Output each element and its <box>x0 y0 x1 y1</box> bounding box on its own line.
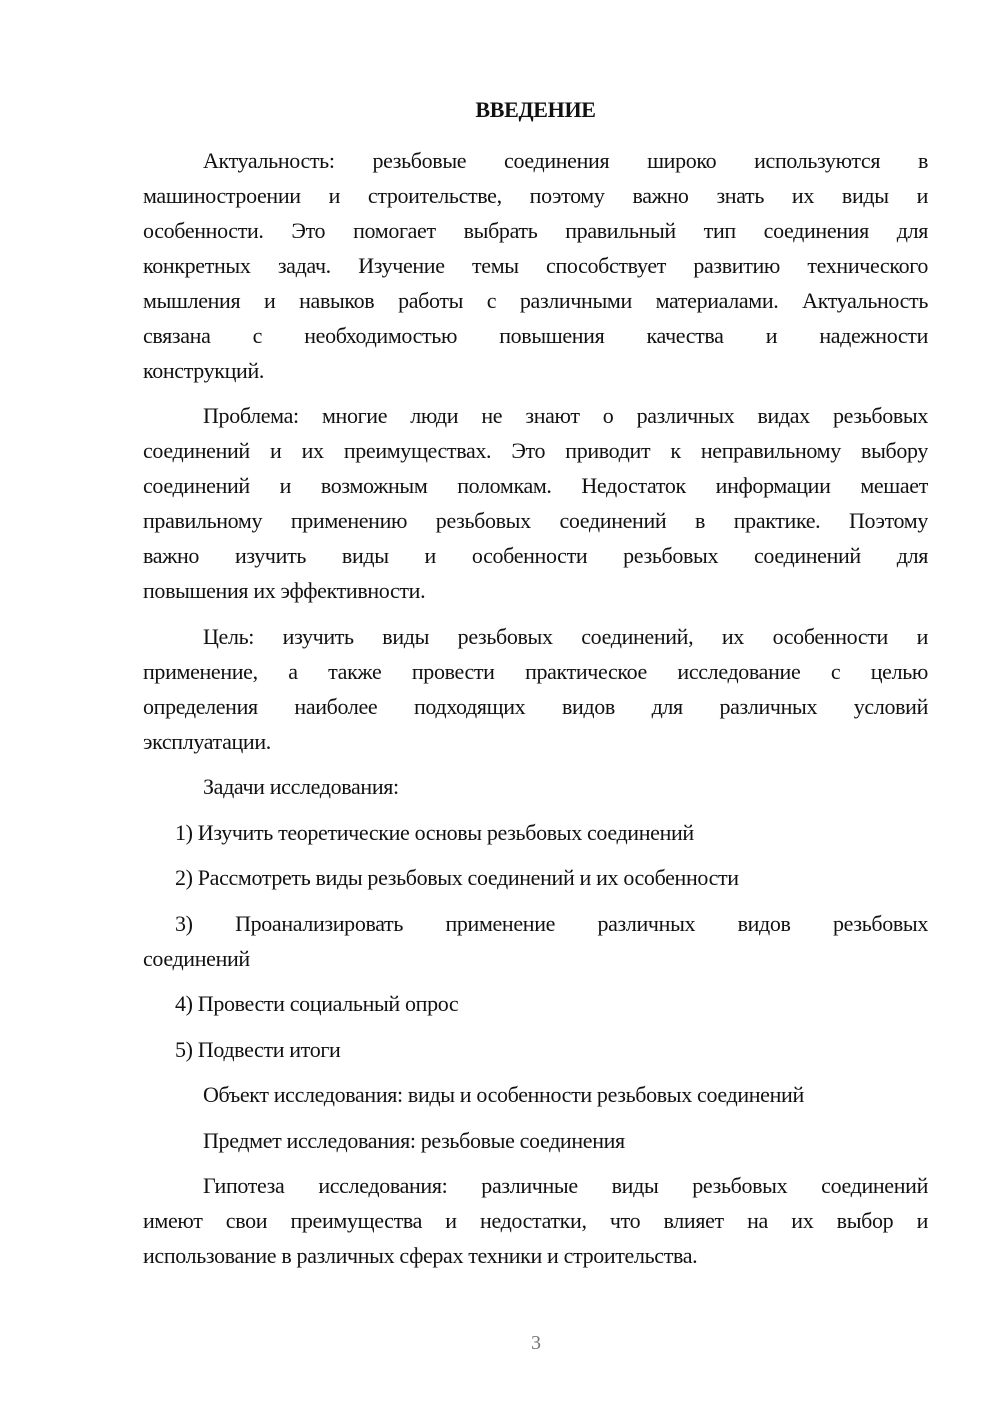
text-line: соединений и их преимуществах. Это приводит к неправильному выбору <box>143 438 928 463</box>
text-line: правильному применению резьбовых соединений в практике. Поэтому <box>143 508 928 533</box>
text-line: конструкций. <box>143 357 265 383</box>
paragraph <box>143 619 928 759</box>
text-line: 3) Проанализировать применение различных видов резьбовых <box>175 910 928 936</box>
text-line: Задачи исследования: <box>203 774 399 799</box>
paragraph <box>143 769 928 804</box>
text-line: особенности. Это помогает выбрать правильный тип соединения для <box>143 217 928 243</box>
text-line: Актуальность: резьбовые соединения широко используются в <box>203 147 928 173</box>
paragraph <box>143 398 928 608</box>
text-line: эксплуатации. <box>143 728 271 754</box>
text-line: конкретных задач. Изучение темы способствует развитию технического <box>143 252 928 278</box>
paragraph <box>143 815 928 850</box>
text-line: соединений <box>143 945 250 971</box>
text-line: повышения их эффективности. <box>143 578 426 603</box>
text-line: 2) Рассмотреть виды резьбовых соединений и их особенности <box>175 865 739 890</box>
text-line: Предмет исследования: резьбовые соединения <box>203 1127 625 1153</box>
page-number: 3 <box>531 1332 541 1354</box>
text-line: важно изучить виды и особенности резьбовых соединений для <box>143 543 928 568</box>
text-line: машиностроении и строительстве, поэтому важно знать их виды и <box>143 182 928 208</box>
text-line: связана с необходимостью повышения качества и надежности <box>143 322 928 348</box>
text-line: Гипотеза исследования: различные виды резьбовых соединений <box>203 1173 928 1198</box>
paragraph <box>143 1032 928 1067</box>
paragraph <box>143 860 928 895</box>
paragraph <box>143 906 928 976</box>
text-line: 1) Изучить теоретические основы резьбовых соединений <box>175 819 694 845</box>
text-line: 4) Провести социальный опрос <box>175 991 459 1016</box>
text-line: определения наиболее подходящих видов для различных условий <box>143 693 928 719</box>
text-line: 5) Подвести итоги <box>175 1036 341 1062</box>
text-line: использование в различных сферах техники и строительства. <box>143 1243 698 1268</box>
paragraph <box>143 1077 928 1112</box>
paragraph <box>143 986 928 1021</box>
text-line: мышления и навыков работы с различными материалами. Актуальность <box>143 287 928 313</box>
text-line: Объект исследования: виды и особенности резьбовых соединений <box>203 1082 804 1107</box>
text-line: имеют свои преимущества и недостатки, что влияет на их выбор и <box>143 1208 928 1233</box>
text-line: Проблема: многие люди не знают о различных видах резьбовых <box>203 403 928 428</box>
document-body <box>143 143 928 1274</box>
section-title: ВВЕДЕНИЕ <box>475 97 596 122</box>
paragraph <box>143 143 928 388</box>
paragraph <box>143 1168 928 1273</box>
text-line: соединений и возможным поломкам. Недостаток информации мешает <box>143 473 928 498</box>
text-line: Цель: изучить виды резьбовых соединений, их особенности и <box>203 623 928 649</box>
paragraph <box>143 1123 928 1158</box>
text-line: применение, а также провести практическое исследование с целью <box>143 658 928 684</box>
